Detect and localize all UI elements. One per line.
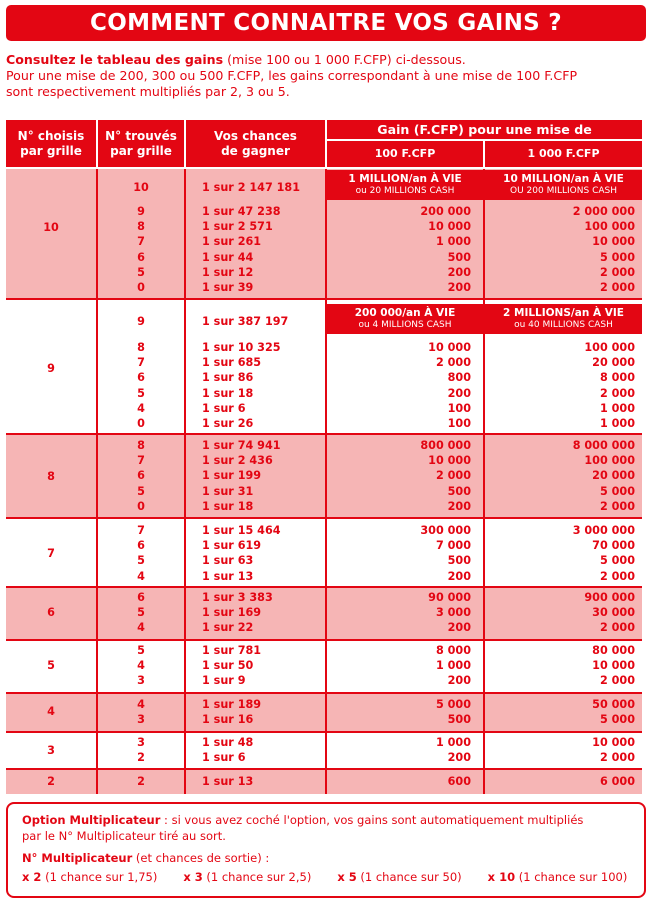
jackpot-line2: ou 40 MILLIONS CASH [514,320,613,330]
multiplier-item [337,869,461,885]
jackpot-line1: 1 MILLION/an À VIE [348,173,462,185]
chances-list: 1 sur 13 [202,775,254,788]
intro-line3: sont respectivement multipliés par 2, 3 ou 5. [6,84,290,100]
gain-100-list: 800 000 10 000 2 000 500 200 [420,439,471,513]
jackpot-box [327,170,483,200]
gain-1000-list: 900 000 30 000 2 000 [584,591,635,635]
multiplier-value: x 3 [183,870,203,884]
page-title: COMMENT CONNAITRE VOS GAINS ? [6,5,646,41]
found-list: 3 2 [137,736,145,765]
gain-1000-list: 80 000 10 000 2 000 [592,644,635,688]
header-chances [186,120,325,167]
jackpot-line2: OU 200 MILLIONS CASH [510,186,617,196]
chances-list: 1 sur 781 1 sur 50 1 sur 9 [202,644,262,688]
multiplier-value: x 10 [487,870,516,884]
jackpot-line1: 2 MILLIONS/an À VIE [503,307,624,319]
option-text: : si vous avez coché l'option, vos gains sont automatiquement multipliés [160,813,584,827]
found-list: 6 5 4 [137,591,145,635]
gain-1000-list: 2 000 000 100 000 10 000 5 000 2 000 2 000 [572,205,635,295]
found-list: 2 [137,775,145,788]
header-chosen [6,120,96,167]
multiplier-text: (et chances de sortie) : [132,851,270,865]
found-list: 5 4 3 [137,644,145,688]
jackpot-line1: 10 MILLION/an À VIE [503,173,624,185]
multiplier-label: N° Multiplicateur [22,851,133,865]
row-divider [6,731,642,733]
row-divider [6,517,642,519]
chances-list: 1 sur 15 464 1 sur 619 1 sur 63 1 sur 13 [202,524,281,583]
multiplier-chance: (1 chance sur 100) [515,870,628,884]
header-found [98,120,184,167]
multiplier-chance: (1 chance sur 2,5) [202,870,312,884]
chances-list: 1 sur 189 1 sur 16 [202,698,262,727]
intro-rest: (mise 100 ou 1 000 F.CFP) ci-dessous. [223,52,466,67]
gain-1000-list: 100 000 20 000 8 000 2 000 1 000 1 000 [584,341,635,431]
gain-1000-list: 6 000 [599,775,635,788]
multiplier-value: x 5 [337,870,357,884]
row-divider [6,639,642,641]
multiplier-item [183,869,311,885]
multiplier-item [488,869,628,885]
chances-list: 1 sur 47 238 1 sur 2 571 1 sur 261 1 sur 44 1 sur 12 1 sur 39 [202,205,281,295]
gain-1000-list: 8 000 000 100 000 20 000 5 000 2 000 [572,439,635,513]
row-divider [6,298,642,300]
found-list: 8 7 6 5 0 [137,439,145,513]
chances-list: 1 sur 3 383 1 sur 169 1 sur 22 [202,591,273,635]
chosen-5: 5 [47,659,55,672]
option-text-2: par le N° Multiplicateur tiré au sort. [22,829,226,843]
chosen-2: 2 [47,775,55,788]
intro-text [6,52,646,101]
jackpot-line2: ou 20 MILLIONS CASH [355,186,455,196]
jackpot-line2: ou 4 MILLIONS CASH [358,320,452,330]
gain-100-list: 600 [447,775,471,788]
header-chances-label: Vos chances de gagner [214,128,297,158]
gain-100-list: 200 000 10 000 1 000 500 200 200 [420,205,471,295]
col-divider [184,169,186,794]
gain-100-list: 10 000 2 000 800 200 100 100 [428,341,471,431]
header-gain: Gain (F.CFP) pour une mise de [327,120,642,139]
chosen-6: 6 [47,606,55,619]
found-list: 8 7 6 5 4 0 [137,341,145,431]
intro-line2: Pour une mise de 200, 300 ou 500 F.CFP, les gains correspondant à une mise de 100 F.CFP [6,68,578,84]
row-divider [6,586,642,588]
gain-1000-list: 10 000 2 000 [592,736,635,765]
header-found-label: N° trouvés par grille [105,128,177,158]
found-top: 10 [133,181,149,194]
chance-top: 1 sur 387 197 [202,315,289,328]
jackpot-box [327,304,483,334]
multiplier-info-box [6,802,646,898]
found-list: 7 6 5 4 [137,524,145,583]
multiplier-list [22,869,630,885]
multiplier-item [22,869,157,885]
row-divider [6,768,642,770]
header-stake-100: 100 F.CFP [327,141,483,167]
multiplier-chance: (1 chance sur 1,75) [41,870,158,884]
jackpot-box [485,304,642,334]
gain-1000-list: 50 000 5 000 [592,698,635,727]
found-top: 9 [137,315,145,328]
chosen-9: 9 [47,362,55,375]
intro-bold: Consultez le tableau des gains [6,52,224,67]
gain-100-list: 90 000 3 000 200 [428,591,471,635]
chosen-8: 8 [47,470,55,483]
gain-1000-list: 3 000 000 70 000 5 000 2 000 [572,524,635,583]
chosen-4: 4 [47,705,55,718]
gain-100-list: 1 000 200 [435,736,471,765]
chosen-3: 3 [47,744,55,757]
chosen-10: 10 [43,221,59,234]
gain-100-list: 8 000 1 000 200 [435,644,471,688]
jackpot-box [485,170,642,200]
found-list: 9 8 7 6 5 0 [137,205,145,295]
chosen-7: 7 [47,547,55,560]
found-list: 4 3 [137,698,145,727]
gain-100-list: 5 000 500 [435,698,471,727]
gain-100-list: 300 000 7 000 500 200 [420,524,471,583]
multiplier-chance: (1 chance sur 50) [356,870,462,884]
row-divider [6,433,642,435]
option-label: Option Multiplicateur [22,813,161,827]
row-divider [6,692,642,694]
chances-list: 1 sur 74 941 1 sur 2 436 1 sur 199 1 sur 31 1 sur 18 [202,439,281,513]
header-stake-1000: 1 000 F.CFP [485,141,642,167]
chance-top: 1 sur 2 147 181 [202,181,300,194]
chances-list: 1 sur 48 1 sur 6 [202,736,254,765]
chances-list: 1 sur 10 325 1 sur 685 1 sur 86 1 sur 18 1 sur 6 1 sur 26 [202,341,281,431]
jackpot-line1: 200 000/an À VIE [354,307,456,319]
multiplier-value: x 2 [22,870,42,884]
header-chosen-label: N° choisis par grille [17,128,85,158]
